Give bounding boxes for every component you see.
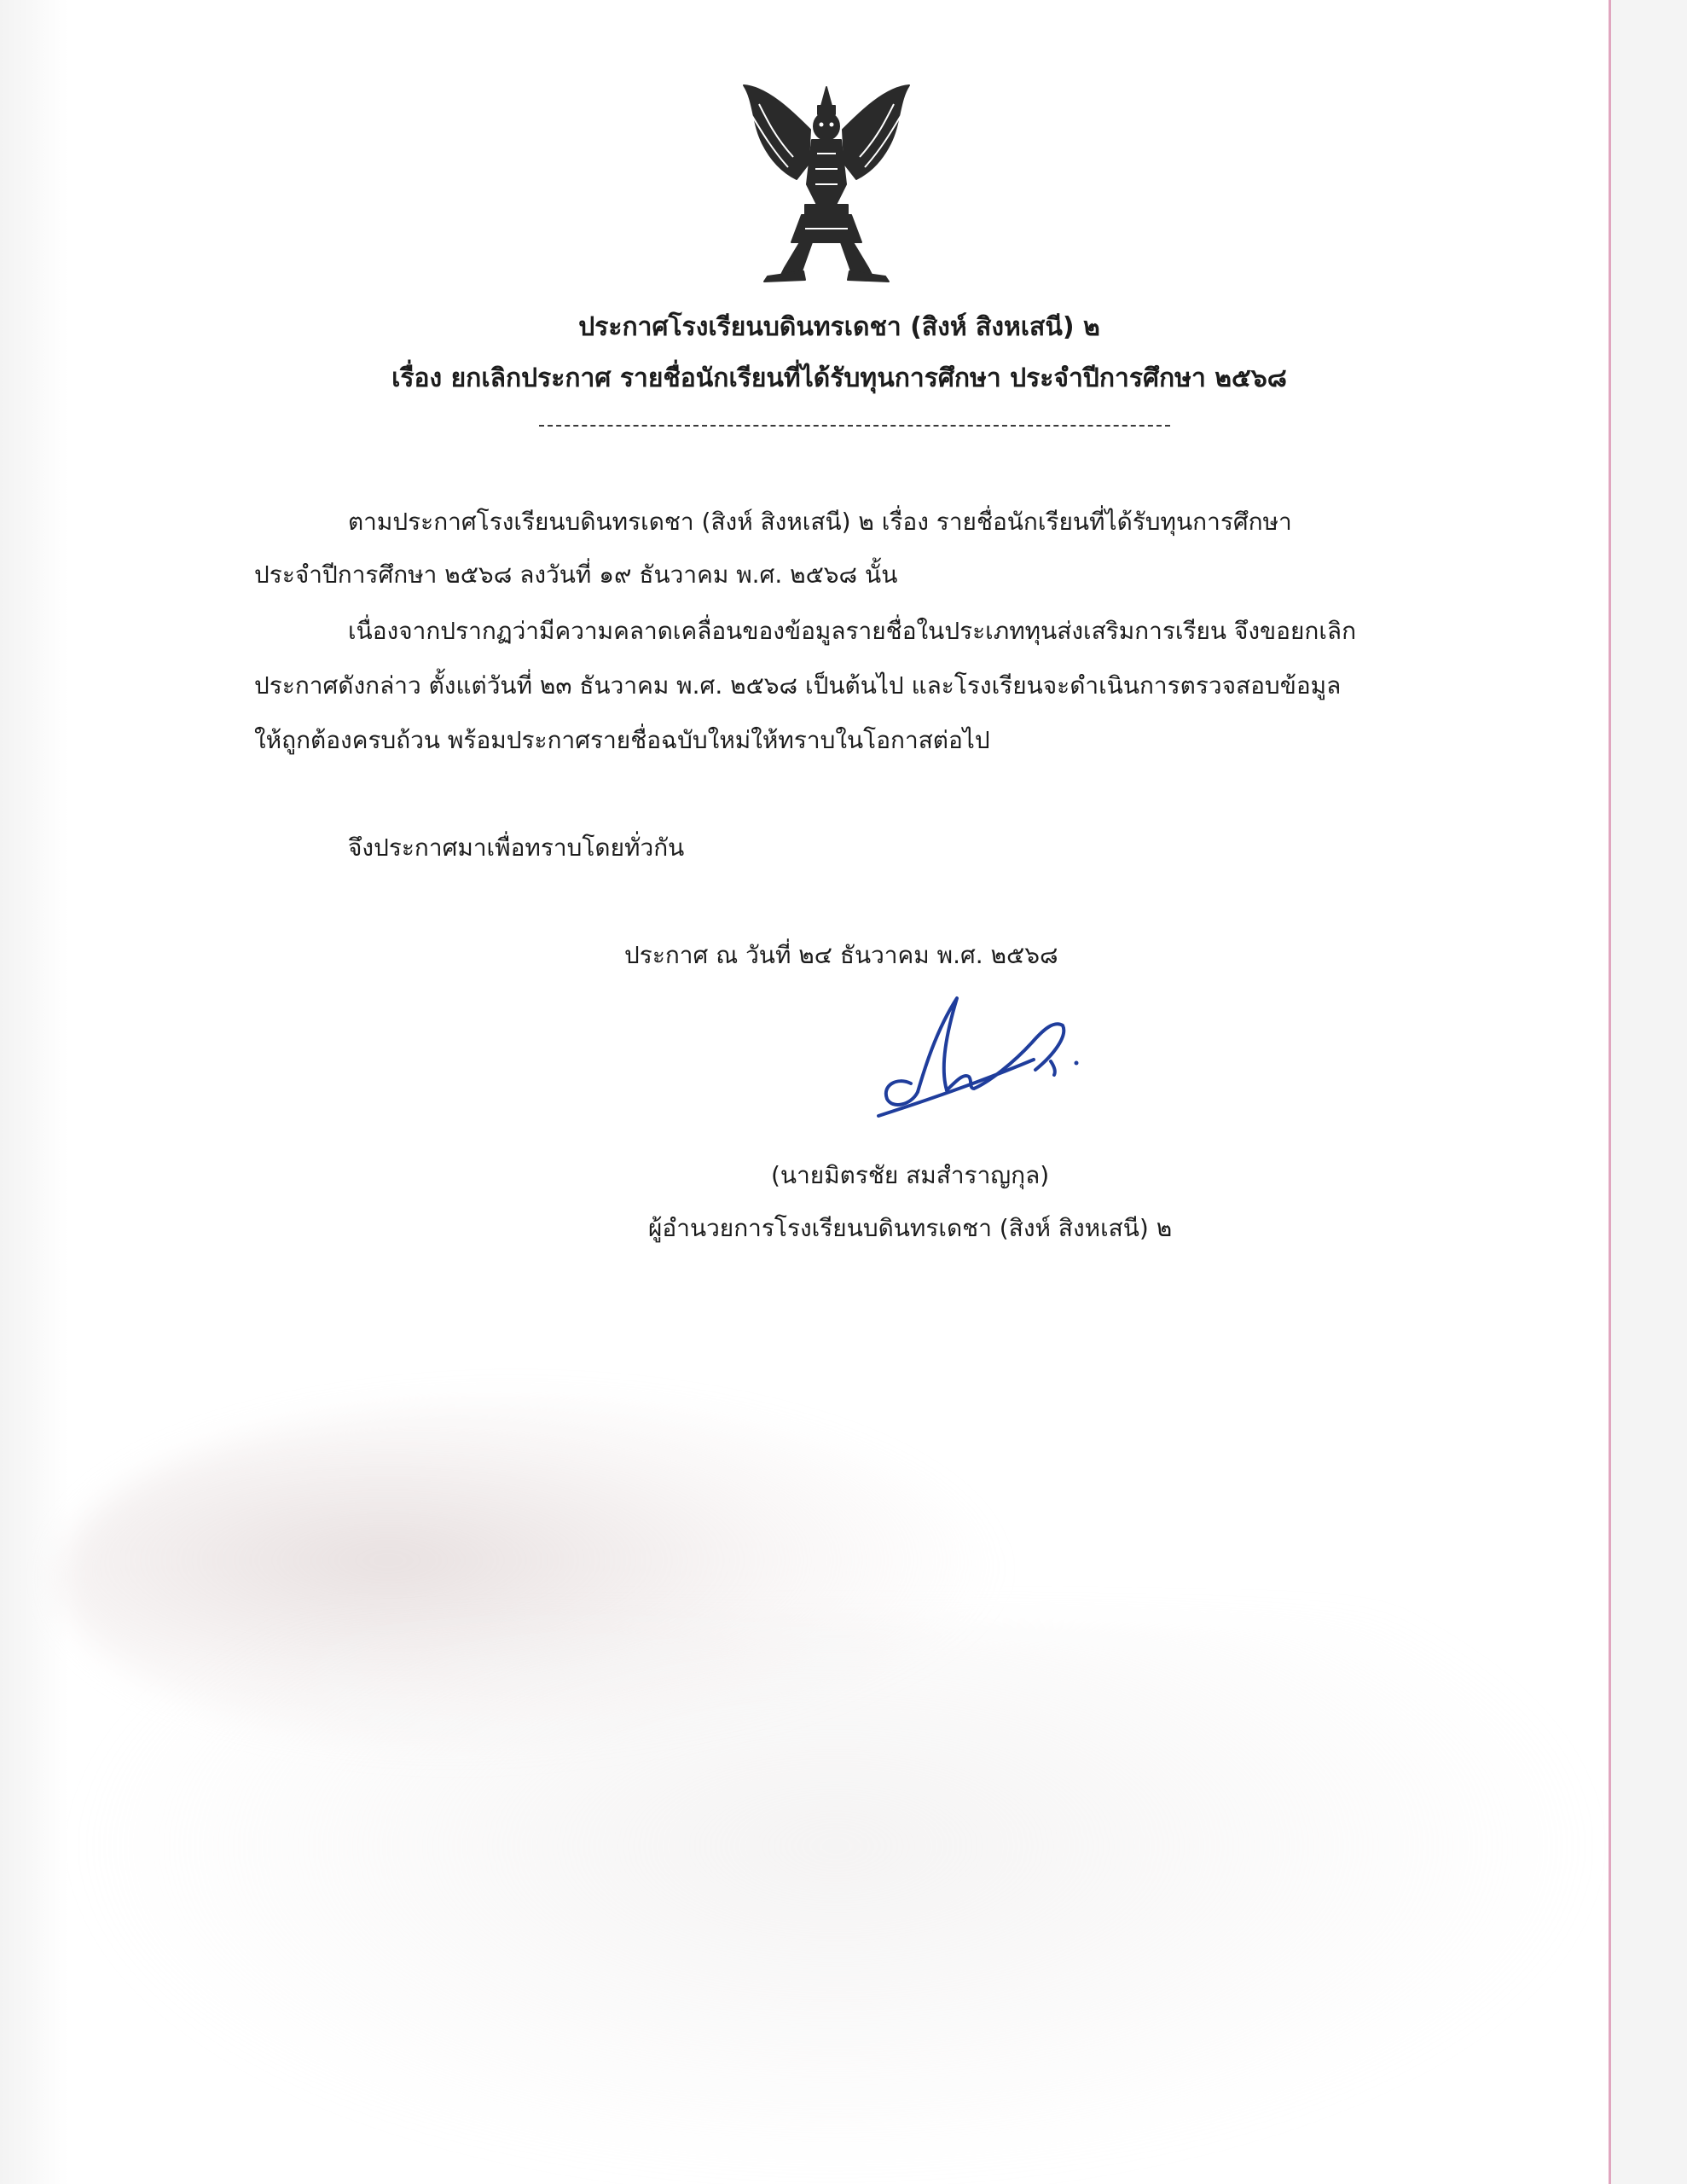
garuda-emblem-icon	[733, 78, 919, 283]
body-paragraph-2-line-2: ประกาศดังกล่าว ตั้งแต่วันที่ ๒๓ ธันวาคม พ.ศ. ๒๕๖๘ เป็นต้นไป และโรงเรียนจะดำเนินการตรวจสอบข้อมูล	[254, 671, 1342, 700]
announcement-date: ประกาศ ณ วันที่ ๒๔ ธันวาคม พ.ศ. ๒๕๖๘	[624, 941, 1058, 969]
closing-statement: จึงประกาศมาเพื่อทราบโดยทั่วกัน	[348, 834, 685, 862]
body-paragraph-1-line-1: ตามประกาศโรงเรียนบดินทรเดชา (สิงห์ สิงหเสนี) ๒ เรื่อง รายชื่อนักเรียนที่ได้รับทุนการศึกษา	[348, 508, 1292, 536]
paper-right-margin	[1610, 0, 1687, 2184]
scan-shadow	[68, 1621, 1603, 2184]
signer-name: (นายมิตรชัย สมสำราญกุล)	[771, 1161, 1050, 1189]
announcement-title: ประกาศโรงเรียนบดินทรเดชา (สิงห์ สิงหเสนี) ๒	[578, 312, 1100, 342]
body-paragraph-2-line-1: เนื่องจากปรากฏว่ามีความคลาดเคลื่อนของข้อมูลรายชื่อในประเภททุนส่งเสริมการเรียน จึงขอยกเลิก	[348, 617, 1357, 645]
body-paragraph-2-line-3: ให้ถูกต้องครบถ้วน พร้อมประกาศรายชื่อฉบับใหม่ให้ทราบในโอกาสต่อไป	[254, 726, 990, 754]
signer-position: ผู้อำนวยการโรงเรียนบดินทรเดชา (สิงห์ สิงหเสนี) ๒	[648, 1214, 1173, 1242]
paper-left-shadow	[0, 0, 68, 2184]
announcement-subject: เรื่อง ยกเลิกประกาศ รายชื่อนักเรียนที่ได้รับทุนการศึกษา ประจำปีการศึกษา ๒๕๖๘	[391, 363, 1287, 393]
title-divider	[539, 425, 1170, 427]
body-paragraph-1-line-2: ประจำปีการศึกษา ๒๕๖๘ ลงวันที่ ๑๙ ธันวาคม พ.ศ. ๒๕๖๘ นั้น	[254, 561, 898, 589]
signature-icon	[861, 981, 1092, 1126]
